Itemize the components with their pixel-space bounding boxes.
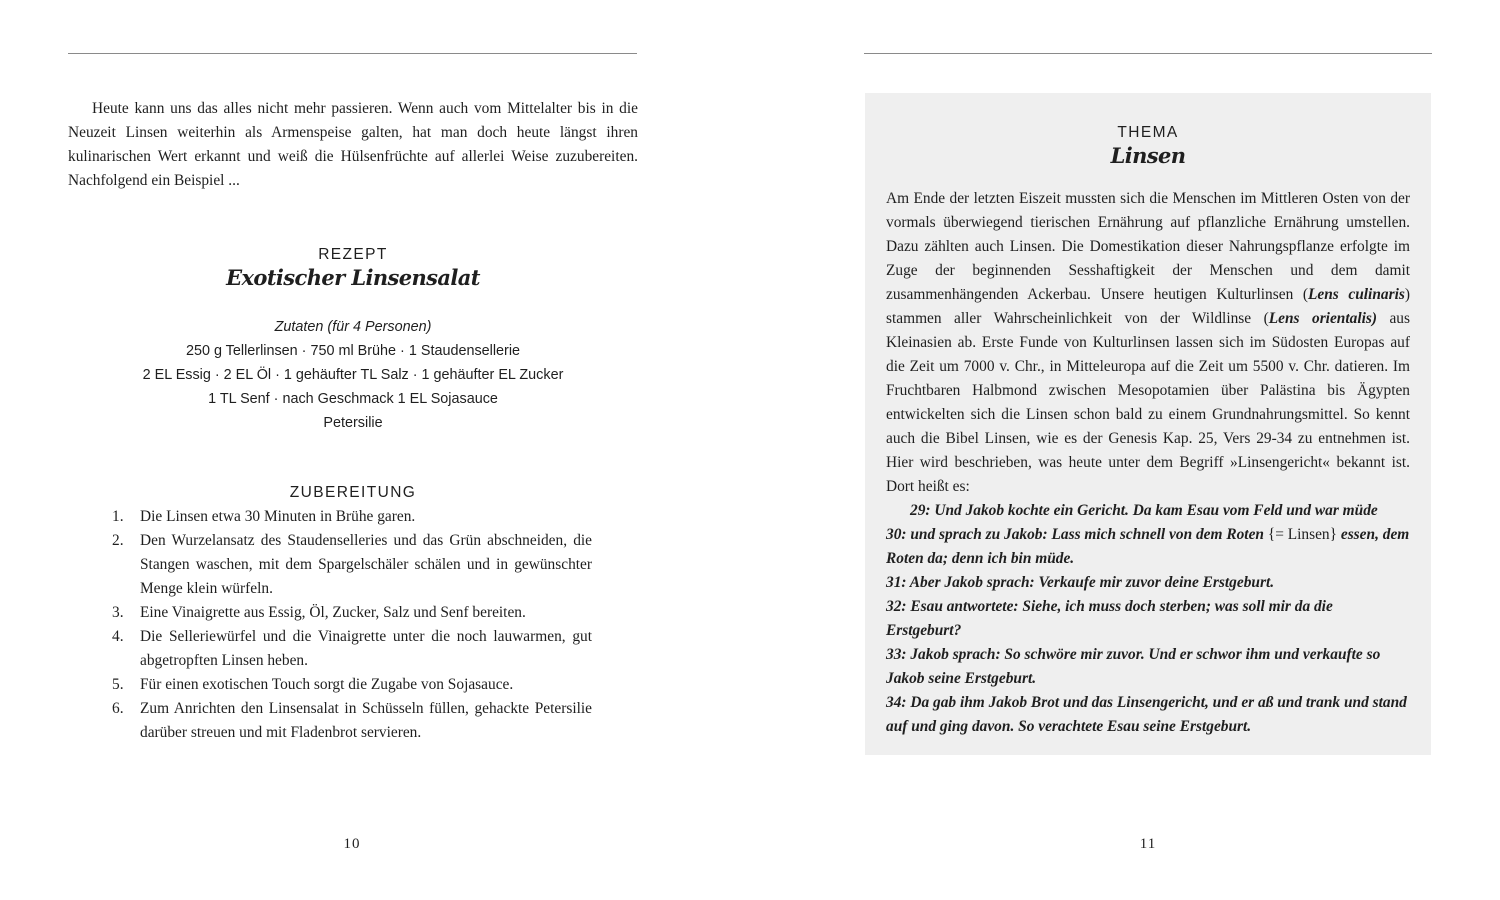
top-rule-left	[68, 53, 637, 54]
step-item	[68, 673, 638, 697]
step-number: 3.	[112, 604, 124, 621]
ingredient-line: 2 EL Essig · 2 EL Öl · 1 gehäufter TL Salz · 1 gehäufter EL Zucker	[142, 367, 564, 383]
step-text: Die Selleriewürfel und die Vinaigrette unter die noch lauwarmen, gut abgetropften Linsen heben.	[140, 628, 592, 669]
left-page	[68, 97, 638, 745]
ingredient-line: 1 TL Senf · nach Geschmack 1 EL Sojasauce	[208, 391, 498, 407]
step-text: Eine Vinaigrette aus Essig, Öl, Zucker, Salz und Senf bereiten.	[140, 604, 526, 621]
thema-text-part: aus Kleinasien ab. Erste Funde von Kulturlinsen lassen sich im Südosten Europas auf die Zeit um 7000 v. Chr., in Mitteleuropa auf die Zeit um 5500 v. Chr. datieren. Im Fruchtbaren Halbmond zwischen Mesopotamien über Palästina bis Ägypten entwickelten sich die Linsen schon bald zu einem Grundnahrungsmittel. So kennt auch die Bibel Linsen, wie es der Genesis Kap. 25, Vers 29-34 zu entnehmen ist. Hier wird beschrieben, was heute unter dem Begriff »Linsengericht« bekannt ist. Dort heißt es:	[886, 310, 1410, 495]
bible-verse-31: 31: Aber Jakob sprach: Verkaufe mir zuvor deine Erstgeburt.	[886, 574, 1275, 591]
step-item	[68, 529, 638, 601]
ingredient-line: 250 g Tellerlinsen · 750 ml Brühe · 1 Staudensellerie	[185, 343, 521, 359]
ingredient-line: Petersilie	[323, 415, 383, 431]
step-item	[68, 625, 638, 673]
preparation-steps	[68, 505, 638, 745]
top-rule-right	[864, 53, 1432, 54]
step-number: 5.	[112, 676, 124, 693]
verse-text: essen, dem Roten da; denn ich bin müde.	[886, 526, 1410, 567]
thema-kicker: THEMA	[1117, 124, 1179, 141]
thema-text-part: ) stammen aller Wahrscheinlichkeit von der Wildlinse (	[886, 286, 1410, 327]
verse-text: 30: und sprach zu Jakob: Lass mich schnell von dem Roten	[886, 526, 1268, 543]
step-number: 1.	[112, 508, 124, 525]
step-number: 2.	[112, 532, 124, 549]
step-number: 6.	[112, 700, 124, 717]
step-number: 4.	[112, 628, 124, 645]
thema-header	[865, 123, 1431, 169]
bible-verse-32: 32: Esau antwortete: Siehe, ich muss doch sterben; was soll mir da die Erstgeburt?	[886, 598, 1333, 639]
latin-term-orientalis: Lens orientalis)	[1268, 310, 1377, 327]
step-item	[68, 601, 638, 625]
bible-verse-30	[886, 523, 1410, 571]
intro-paragraph: Heute kann uns das alles nicht mehr passieren. Wenn auch vom Mittelalter bis in die Neuzeit Linsen weiterhin als Armenspeise galten, hat man doch heute längst ihren kulinarischen Wert erkannt und weiß die Hülsenfrüchte auf allerlei Weise zuzubereiten. Nachfolgend ein Beispiel ...	[68, 100, 638, 189]
step-text: Zum Anrichten den Linsensalat in Schüsseln füllen, gehackte Petersilie darüber streuen und mit Fladenbrot servieren.	[140, 700, 592, 741]
step-item	[68, 505, 638, 529]
thema-body	[865, 187, 1431, 739]
latin-term-culinaris: Lens culinaris	[1308, 286, 1405, 303]
step-text: Für einen exotischen Touch sorgt die Zugabe von Sojasauce.	[140, 676, 514, 693]
page-number-left: 10	[343, 836, 361, 852]
verse-insert: {= Linsen}	[1267, 526, 1338, 543]
bible-verse-34: 34: Da gab ihm Jakob Brot und das Linsengericht, und er aß und trank und stand auf und ging davon. So verachtete Esau seine Erstgeburt.	[886, 694, 1407, 735]
recipe-kicker: REZEPT	[318, 246, 388, 263]
step-item	[68, 697, 638, 745]
recipe-header	[68, 245, 638, 291]
thema-paragraph	[886, 187, 1410, 499]
thema-title: Linsen	[1110, 143, 1186, 168]
step-text: Die Linsen etwa 30 Minuten in Brühe garen.	[140, 508, 416, 525]
page-number-right: 11	[1139, 836, 1157, 852]
bible-verse-33: 33: Jakob sprach: So schwöre mir zuvor. Und er schwor ihm und verkaufte so Jakob seine Erstgeburt.	[886, 646, 1381, 687]
bible-verse-29: 29: Und Jakob kochte ein Gericht. Da kam Esau vom Feld und war müde	[910, 502, 1378, 519]
thema-text-part: Am Ende der letzten Eiszeit mussten sich die Menschen im Mittleren Osten von der vormals überwiegend tierischen Ernährung auf pflanzliche Ernährung umstellen. Dazu zählten auch Linsen. Die Domestikation dieser Nahrungspflanze erfolgte im Zuge der beginnenden Sesshaftigkeit der Menschen und dem damit zusammenhängenden Ackerbau. Unsere heutigen Kulturlinsen (	[886, 190, 1410, 303]
preparation-heading: ZUBEREITUNG	[289, 484, 417, 501]
ingredients-heading: Zutaten (für 4 Personen)	[274, 319, 432, 335]
recipe-title: Exotischer Linsensalat	[226, 265, 480, 290]
ingredients-block	[68, 315, 638, 435]
step-text: Den Wurzelansatz des Staudenselleries und das Grün abschneiden, die Stangen waschen, mit dem Spargelschäler schälen und in gewünschter Menge klein würfeln.	[140, 532, 592, 597]
thema-box	[865, 93, 1431, 755]
